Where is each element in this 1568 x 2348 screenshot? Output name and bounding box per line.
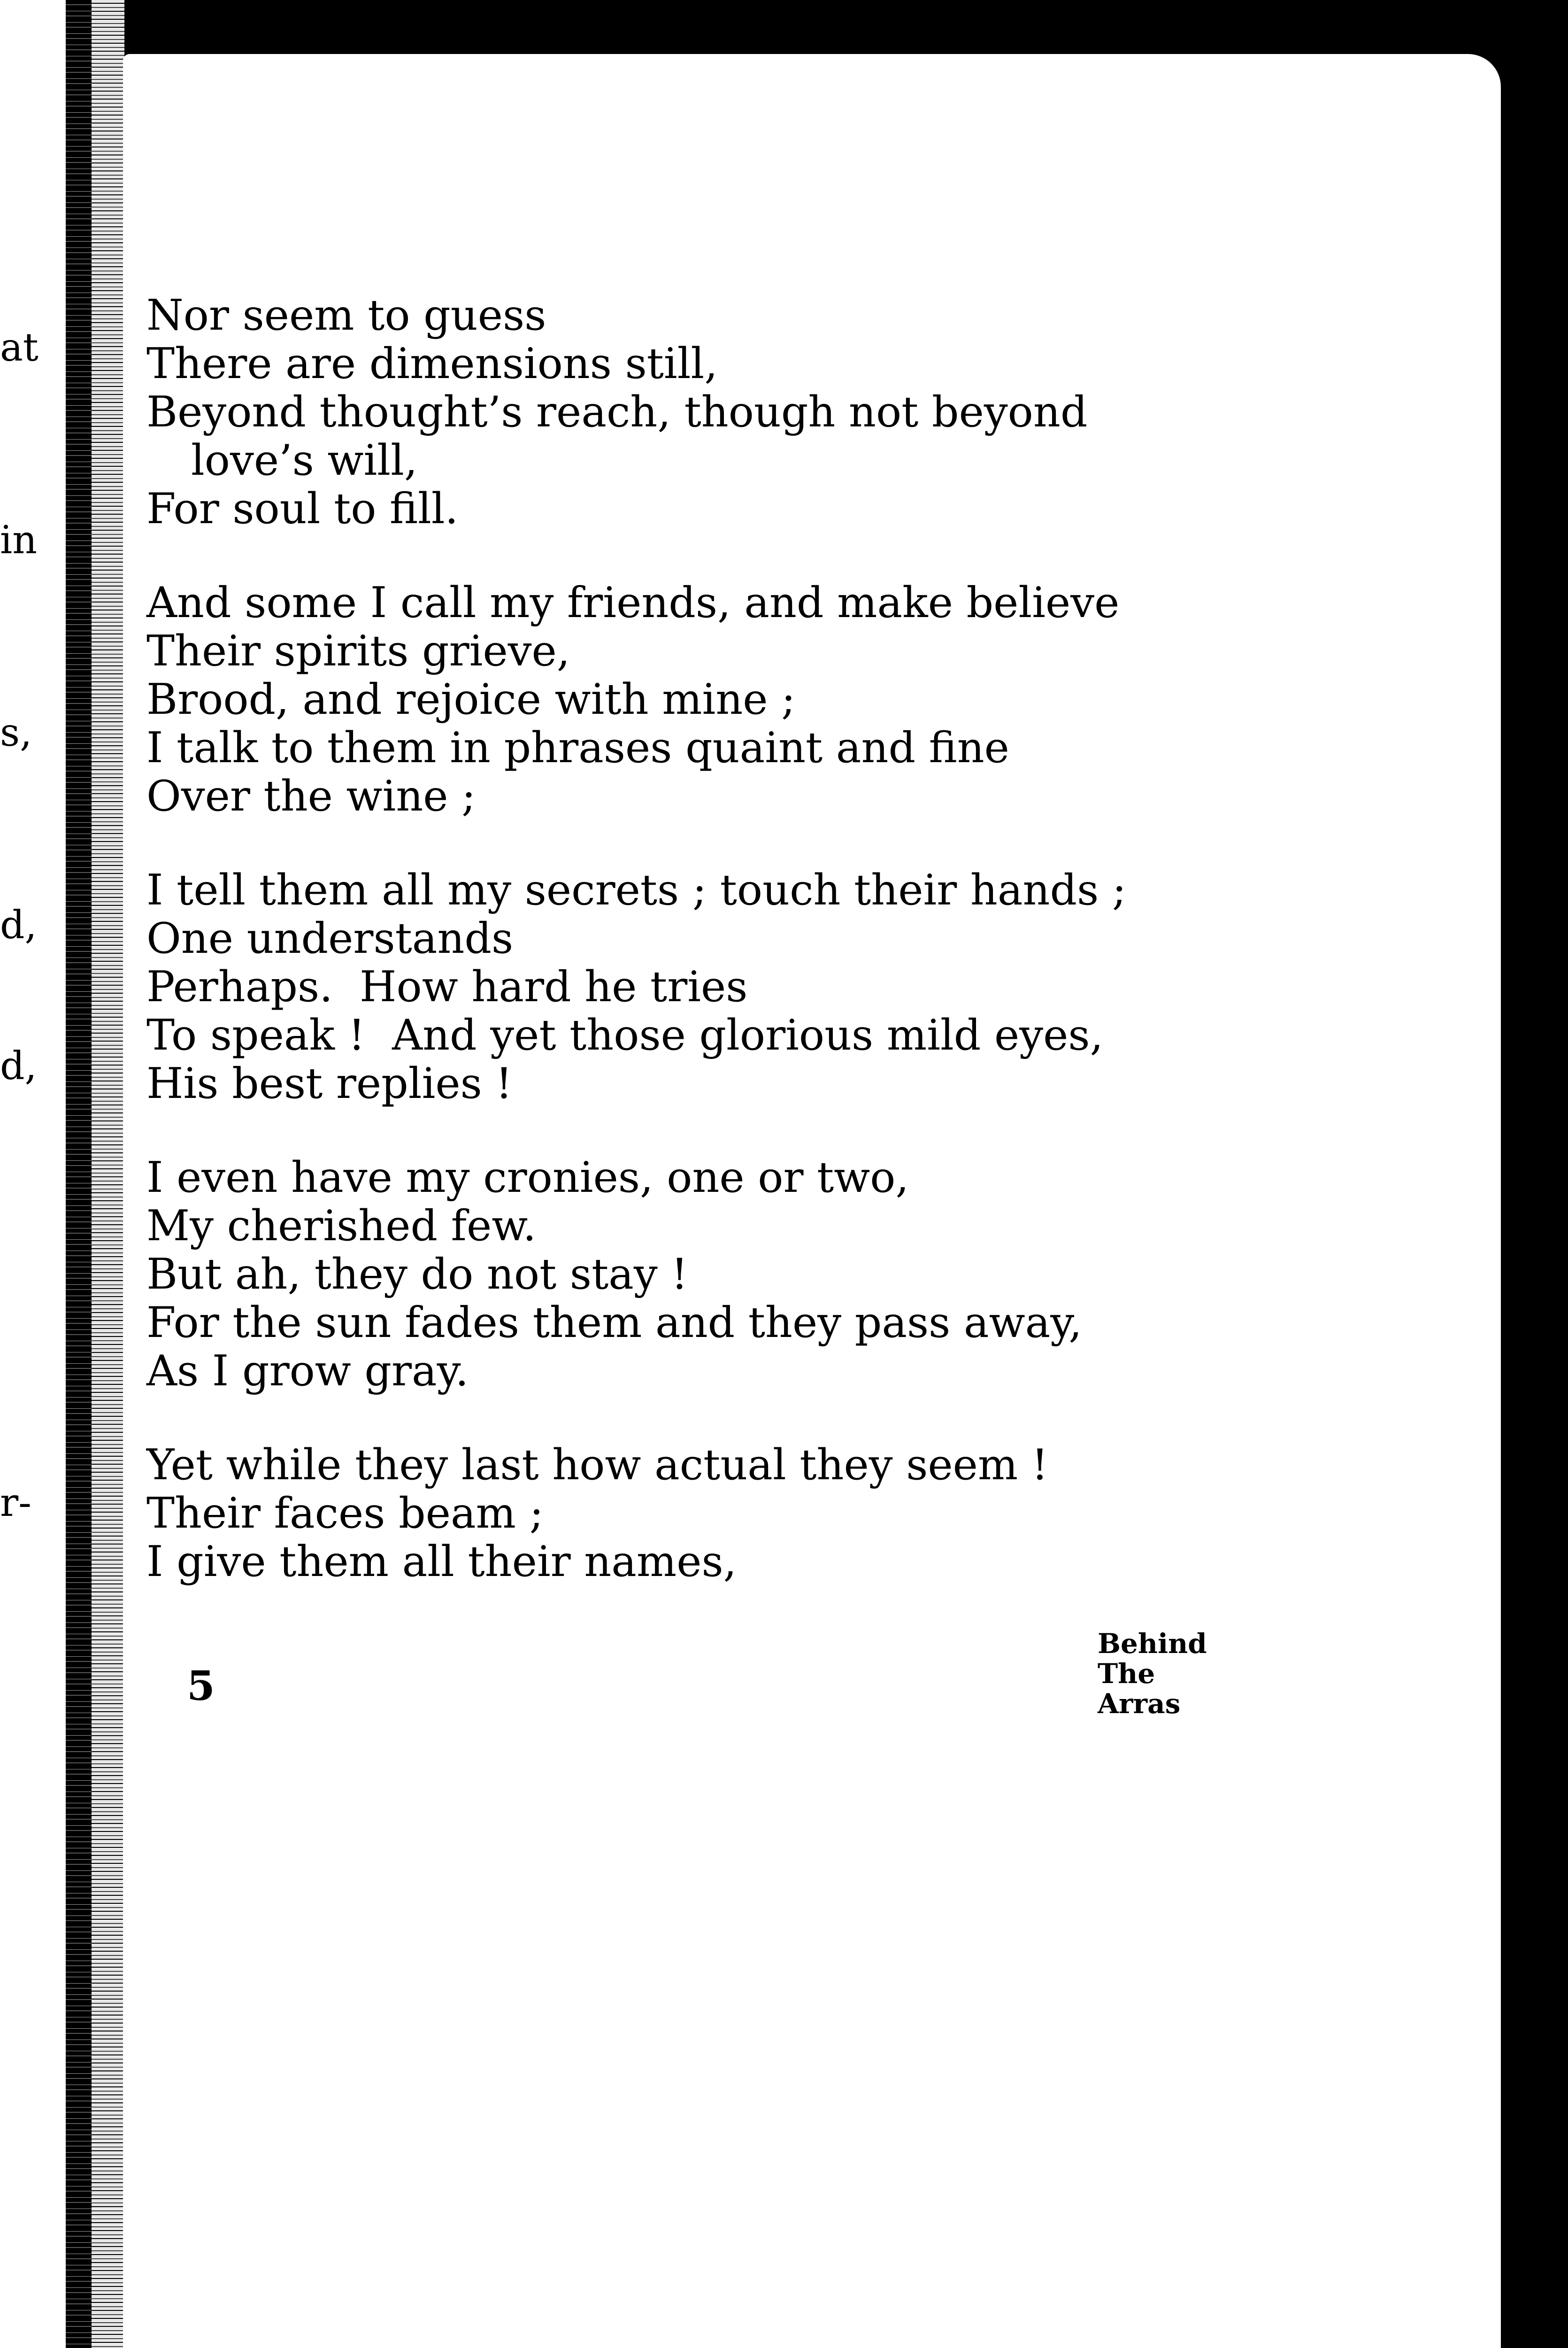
fragment-text: r- bbox=[0, 1481, 31, 1525]
page-number: 5 bbox=[187, 1662, 215, 1710]
poem-line: Brood, and rejoice with mine ; bbox=[146, 675, 796, 724]
poem-line: I give them all their names, bbox=[146, 1537, 737, 1586]
fragment-text: s, bbox=[0, 711, 32, 755]
poem-line: As I grow gray. bbox=[146, 1346, 469, 1396]
poem-line: Perhaps. How hard he tries bbox=[146, 962, 748, 1012]
stanza bbox=[146, 1153, 1414, 1395]
poem-line: And some I call my friends, and make believe bbox=[146, 578, 1120, 627]
poem-line: But ah, they do not stay ! bbox=[146, 1250, 688, 1299]
poem-line: For the sun fades them and they pass away, bbox=[146, 1298, 1082, 1347]
stanza bbox=[146, 866, 1414, 1108]
poem-line: Their faces beam ; bbox=[146, 1489, 544, 1538]
stanza bbox=[146, 579, 1414, 820]
poem-line: love’s will, bbox=[191, 436, 418, 485]
fragment-text: at bbox=[0, 325, 38, 370]
left-page-fragment bbox=[0, 0, 70, 2348]
poem-line: Yet while they last how actual they seem ! bbox=[146, 1440, 1049, 1490]
stanza bbox=[146, 1441, 1414, 1586]
poem-line: I even have my cronies, one or two, bbox=[146, 1153, 909, 1202]
fragment-text: d, bbox=[0, 903, 37, 948]
catchword-line: Behind bbox=[1098, 1628, 1207, 1660]
catchword-line: The bbox=[1098, 1658, 1155, 1690]
catchword bbox=[1098, 1629, 1207, 1719]
poem-body bbox=[146, 291, 1414, 1631]
fragment-text: in bbox=[0, 518, 38, 563]
poem-line: Nor seem to guess bbox=[146, 291, 546, 340]
poem-line: Their spirits grieve, bbox=[146, 626, 570, 676]
poem-line: For soul to fill. bbox=[146, 484, 459, 533]
fragment-text: d, bbox=[0, 1044, 37, 1089]
poem-line: My cherished few. bbox=[146, 1201, 537, 1251]
poem-line: There are dimensions still, bbox=[146, 339, 718, 388]
page-edges bbox=[92, 0, 124, 2348]
poem-line: Over the wine ; bbox=[146, 772, 476, 821]
right-border bbox=[1507, 0, 1568, 2348]
poem-line: One understands bbox=[146, 914, 514, 963]
poem-line: Beyond thought’s reach, though not beyond bbox=[146, 387, 1088, 437]
poem-line: To speak ! And yet those glorious mild eyes, bbox=[146, 1011, 1104, 1060]
catchword-line: Arras bbox=[1098, 1688, 1181, 1720]
poem-line: His best replies ! bbox=[146, 1059, 513, 1108]
stanza bbox=[146, 291, 1414, 533]
poem-line: I tell them all my secrets ; touch their hands ; bbox=[146, 865, 1127, 915]
poem-line: I talk to them in phrases quaint and fine bbox=[146, 723, 1009, 772]
